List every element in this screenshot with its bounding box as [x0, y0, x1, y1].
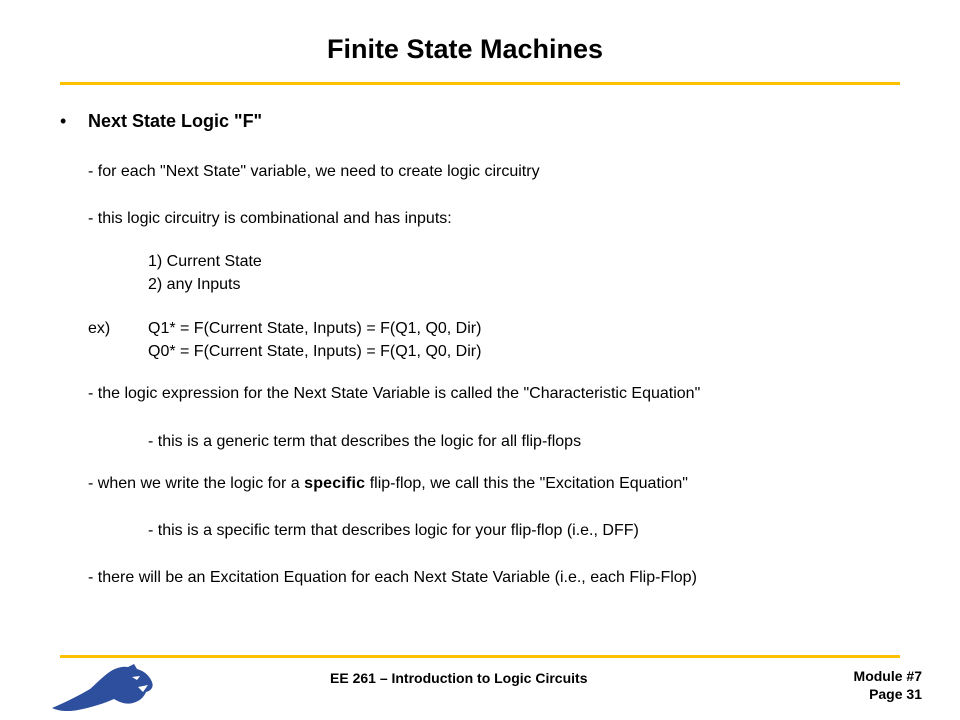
equation-line: Q0* = F(Current State, Inputs) = F(Q1, Q0, Dir) [148, 343, 482, 360]
text-line: - this is a generic term that describes the logic for all flip-flops [148, 433, 582, 450]
text-line: - this logic circuitry is combinational and has inputs: [88, 210, 452, 227]
course-title: EE 261 – Introduction to Logic Circuits [330, 670, 588, 686]
module-info [854, 667, 922, 703]
example-label: ex) [88, 320, 111, 337]
text-line: 1) Current State [148, 253, 262, 270]
emphasized-word: specific [304, 475, 366, 492]
bottom-divider [60, 655, 900, 658]
module-number: Module #7 [853, 668, 922, 684]
bobcat-mascot-icon [48, 662, 158, 712]
top-divider [60, 82, 900, 85]
text-line: - the logic expression for the Next State Variable is called the "Characteristic Equation" [88, 385, 701, 402]
text-line [88, 474, 688, 493]
bullet-marker: • [60, 111, 67, 131]
text-line: - for each "Next State" variable, we need to create logic circuitry [88, 163, 540, 180]
bullet-heading: Next State Logic "F" [88, 111, 263, 131]
text-line: - there will be an Excitation Equation for each Next State Variable (i.e., each Flip-Flop) [88, 569, 697, 586]
slide-title: Finite State Machines [326, 34, 604, 64]
page-number: Page 31 [869, 686, 922, 702]
text-line: - this is a specific term that describes logic for your flip-flop (i.e., DFF) [148, 522, 639, 539]
text-fragment: - when we write the logic for a [88, 475, 305, 492]
text-line: 2) any Inputs [148, 276, 241, 293]
text-fragment: flip-flop, we call this the "Excitation Equation" [365, 475, 688, 492]
equation-line: Q1* = F(Current State, Inputs) = F(Q1, Q0, Dir) [148, 320, 482, 337]
logo-shape [52, 664, 153, 711]
